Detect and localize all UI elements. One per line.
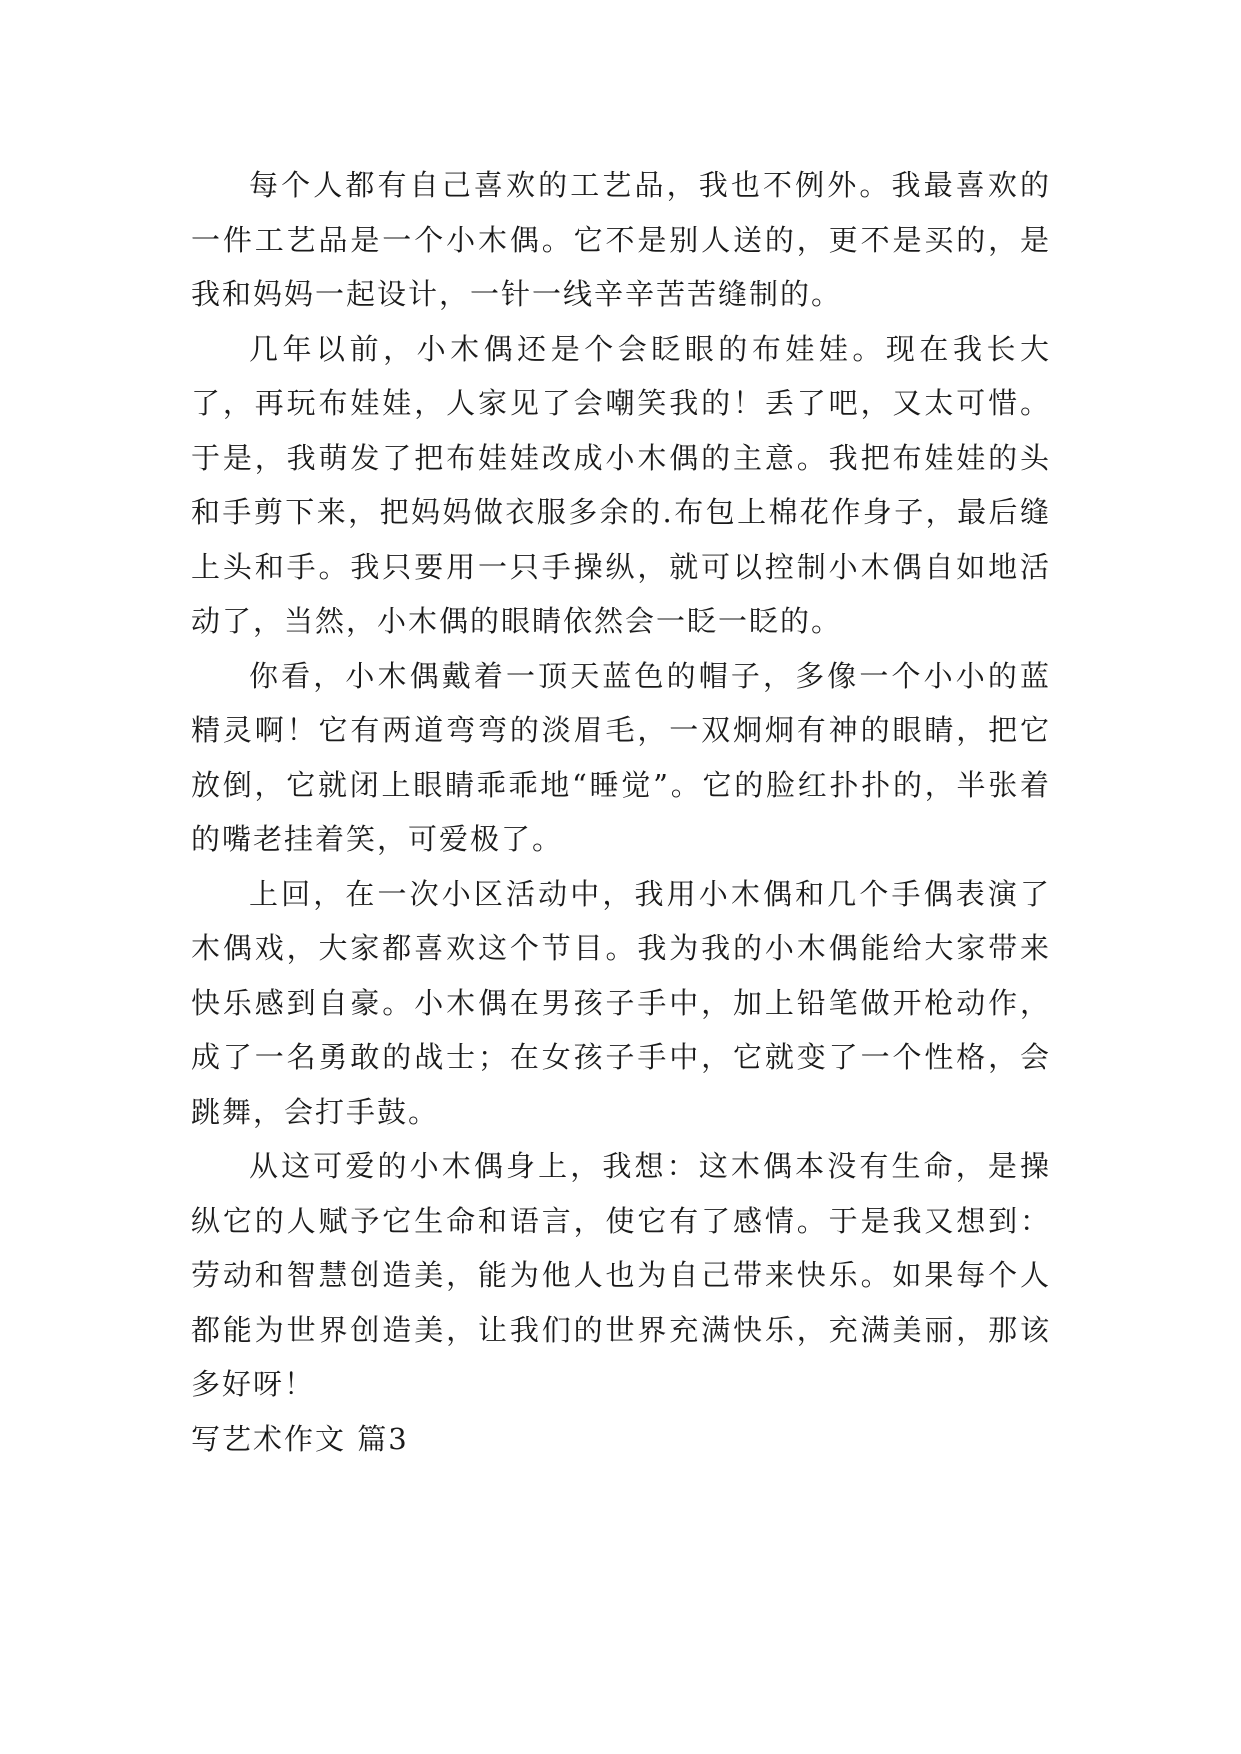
document-body bbox=[191, 158, 1051, 1466]
paragraph-5: 从这可爱的小木偶身上，我想：这木偶本没有生命，是操纵它的人赋予它生命和语言，使它有了感情。于是我又想到：劳动和智慧创造美，能为他人也为自己带来快乐。如果每个人都能为世界创造美，让我们的世界充满快乐，充满美丽，那该多好呀！ bbox=[191, 1149, 1051, 1401]
paragraph-3: 你看，小木偶戴着一顶天蓝色的帽子，多像一个小小的蓝精灵啊！它有两道弯弯的淡眉毛，一双炯炯有神的眼睛，把它放倒，它就闭上眼睛乖乖地“睡觉”。它的脸红扑扑的，半张着的嘴老挂着笑，可爱极了。 bbox=[191, 658, 1051, 856]
paragraph-2: 几年以前，小木偶还是个会眨眼的布娃娃。现在我长大了，再玩布娃娃，人家见了会嘲笑我的！丢了吧，又太可惜。于是，我萌发了把布娃娃改成小木偶的主意。我把布娃娃的头和手剪下来，把妈妈做衣服多余的.布包上棉花作身子，最后缝上头和手。我只要用一只手操纵，就可以控制小木偶自如地活动了，当然，小木偶的眼睛依然会一眨一眨的。 bbox=[191, 331, 1051, 638]
section-heading: 写艺术作文 篇3 bbox=[191, 1421, 409, 1456]
paragraph-1: 每个人都有自己喜欢的工艺品，我也不例外。我最喜欢的一件工艺品是一个小木偶。它不是别人送的，更不是买的，是我和妈妈一起设计，一针一线辛辛苦苦缝制的。 bbox=[191, 168, 1051, 311]
paragraph-4: 上回，在一次小区活动中，我用小木偶和几个手偶表演了木偶戏，大家都喜欢这个节目。我为我的小木偶能给大家带来快乐感到自豪。小木偶在男孩子手中，加上铅笔做开枪动作，成了一名勇敢的战士；在女孩子手中，它就变了一个性格，会跳舞，会打手鼓。 bbox=[191, 876, 1051, 1129]
